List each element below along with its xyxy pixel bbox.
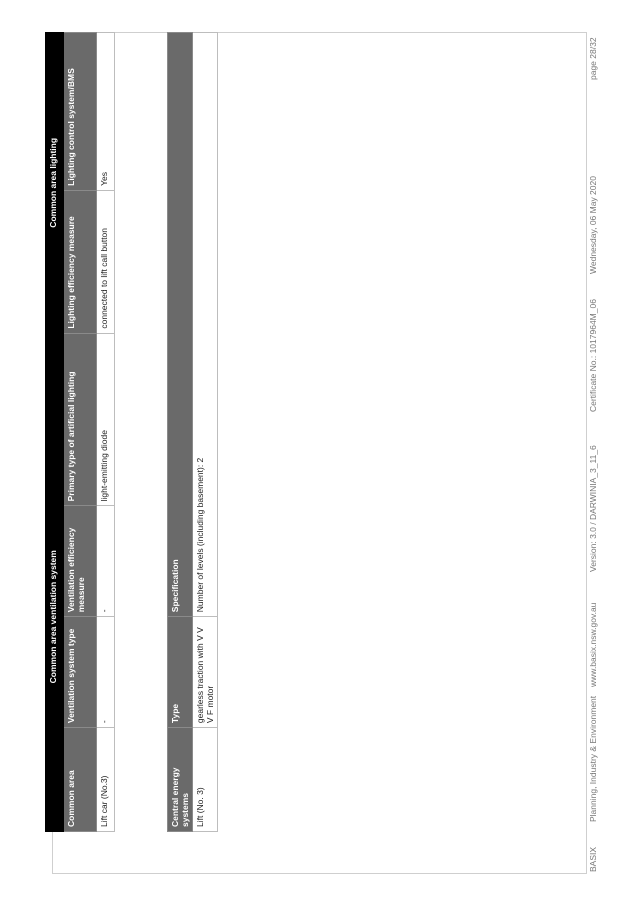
col-ventilation-efficiency: Ventilation efficiency measure <box>64 506 97 617</box>
group-header-row <box>46 33 64 832</box>
cell-ventilation-type: - <box>97 617 115 728</box>
col-lighting-control: Lighting control system/BMS <box>64 33 97 191</box>
table-row <box>97 33 115 832</box>
table-row <box>193 33 218 832</box>
page-frame <box>52 32 587 874</box>
cell-specification: Number of levels (including basement): 2 <box>193 33 218 617</box>
cell-system: Lift (No. 3) <box>193 728 218 832</box>
lighting-group-header: Common area lighting <box>46 33 64 334</box>
footer-certificate: Certificate No.: 1017964M_06 <box>588 299 598 412</box>
col-central-energy-systems: Central energy systems <box>168 728 193 832</box>
cell-lighting-type: light-emitting diode <box>97 333 115 506</box>
ventilation-group-header: Common area ventilation system <box>46 506 64 728</box>
col-lighting-type: Primary type of artificial lighting <box>64 333 97 506</box>
footer-version: Version: 3.0 / DARWINIA_3_11_6 <box>588 445 598 572</box>
footer-department: Planning, Industry & Environment <box>588 695 598 822</box>
col-specification: Specification <box>168 33 193 617</box>
central-header-row <box>168 33 193 832</box>
central-energy-table <box>167 32 218 832</box>
cell-common-area: Lift car (No.3) <box>97 728 115 832</box>
col-common-area: Common area <box>64 728 97 832</box>
footer-website[interactable]: www.basix.nsw.gov.au <box>588 602 598 687</box>
col-ventilation-type: Ventilation system type <box>64 617 97 728</box>
footer-date: Wednesday, 06 May 2020 <box>588 176 598 274</box>
footer-page: page 28/32 <box>588 37 598 80</box>
cell-lighting-efficiency: connected to lift call button <box>97 190 115 333</box>
column-header-row <box>64 33 97 832</box>
footer-basix: BASIX <box>588 846 598 872</box>
cell-type: gearless traction with V V V F motor <box>193 617 218 728</box>
common-area-table <box>45 32 115 832</box>
cell-ventilation-efficiency: - <box>97 506 115 617</box>
col-lighting-efficiency: Lighting efficiency measure <box>64 190 97 333</box>
col-type: Type <box>168 617 193 728</box>
cell-lighting-control: Yes <box>97 33 115 191</box>
